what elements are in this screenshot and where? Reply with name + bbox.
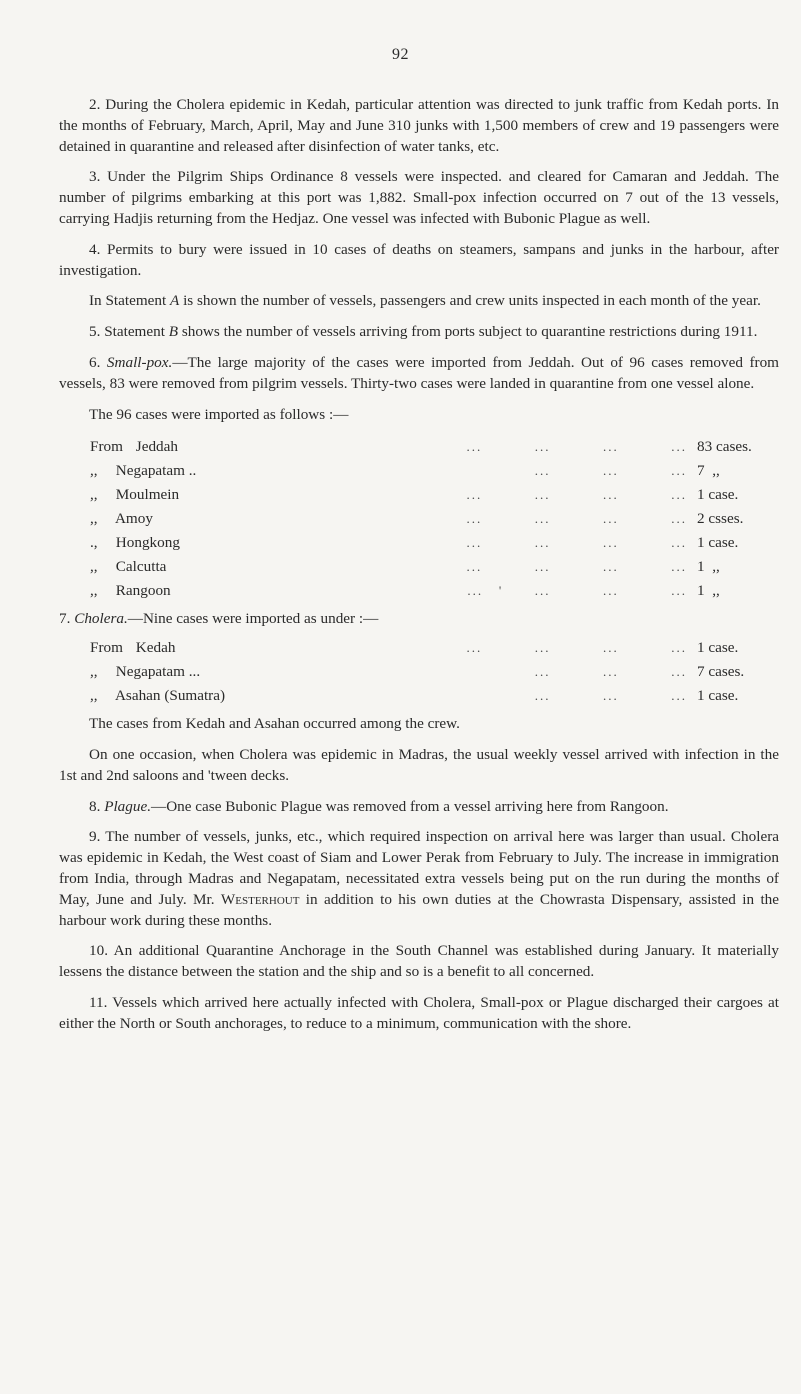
source-prefix: ,, [90,686,98,704]
source-prefix: ,, [90,485,98,503]
paragraph-7 [59,609,779,630]
source-row [59,459,779,483]
source-place: Hongkong [115,533,180,551]
smallpox-intro: The 96 cases were imported as follows :— [89,405,349,423]
paragraph-8 [59,797,779,818]
paragraph-8-number: 8. [89,797,105,815]
source-row [59,660,779,684]
source-row [59,507,779,531]
source-count: 1 case. [697,485,739,503]
cholera-heading: Cholera. [74,610,128,628]
statement-a-suffix: is shown the number of vessels, passengers and crew units inspected in each month of the year. [179,292,761,310]
statement-a-paragraph [59,291,779,312]
source-row [59,636,779,660]
plague-heading: Plague. [104,797,152,815]
source-count: 2 csses. [697,509,744,527]
source-row [59,555,779,579]
paragraph-5-prefix: 5. Statement [89,323,169,341]
source-place: Negapatam .. [115,461,197,479]
source-place-cell [59,507,220,531]
source-prefix: ,, [90,509,98,527]
source-row [59,531,779,555]
paragraph-8-text: —One case Bubonic Plague was removed from a vessel arriving here from Rangoon. [151,797,669,815]
paragraph-9-text-before: 9. The number of vessels, junks, etc., which required inspection on arrival here was larger than usual. Cholera was epidemic in Kedah, the West coast of Siam and Lower Perak from February to July. The increase in immigration from India, through Madras and Negapatam, necessitated extra vessels being put on the run during the months of May, June and July. Mr. [59,828,779,908]
dot-leader: ... ... ... ... [466,438,687,454]
smallpox-heading: Small-pox. [106,353,173,371]
source-place: Amoy [114,509,153,527]
source-place-cell [59,531,220,555]
dot-leader: ... ... ... ... [466,639,687,655]
page-number: 92 [392,46,409,63]
paragraph-9 [59,827,779,931]
paragraph-6-text: —The large majority of the cases were imported from Jeddah. Out of 96 cases removed from vessels, 83 were removed from pilgrim vessels. Thirty-two cases were landed in quarantine from one vessel alone. [59,353,779,392]
source-place: Moulmein [115,485,180,503]
source-prefix: From [90,638,123,656]
dot-leader: ... ... ... [534,687,687,703]
paragraph-4: 4. Permits to bury were issued in 10 cases of deaths on steamers, sampans and junks in the harbour, after investigation. [59,240,779,279]
document-body [59,95,779,1045]
source-row [59,684,779,708]
paragraph-7-text: —Nine cases were imported as under :— [127,610,379,628]
paragraph-3: 3. Under the Pilgrim Ships Ordinance 8 vessels were inspected. and cleared for Camaran and Jeddah. The number of pilgrims embarking at this port was 1,882. Small-pox infection occurred on 7 out of the 13 vessels, carrying Hadjis returning from the Hedjaz. One vessel was infected with Bubonic Plague as well. [59,168,779,227]
source-count: 1 case. [697,686,739,704]
source-place: Rangoon [115,581,171,599]
source-place: Kedah [135,638,176,656]
source-prefix: ,, [90,557,98,575]
paragraph-6-number: 6. [89,353,107,371]
source-prefix: From [90,437,123,455]
paragraph-2: 2. During the Cholera epidemic in Kedah, particular attention was directed to junk traffic from Kedah ports. In the months of February, March, April, May and June 310 junks with 1,500 members of crew and 19 passengers were detained in quarantine and released after disinfection of water tanks, etc. [59,96,779,155]
source-count: 1 case. [697,638,739,656]
paragraph-5-suffix: shows the number of vessels arriving from ports subject to quarantine restrictions during 1911. [178,323,758,341]
cholera-crew-note: The cases from Kedah and Asahan occurred among the crew. [89,715,460,733]
source-place-cell [59,660,225,684]
dot-leader: ... ... ... [534,462,687,478]
source-count: 1 ,, [697,581,720,599]
source-prefix: ., [90,533,98,551]
smallpox-sources-table [59,435,779,603]
source-place-cell [59,483,220,507]
paragraph-9-text-after: in addition to his own duties at the Chowrasta Dispensary, assisted in the harbour work during these months. [59,890,779,929]
dot-leader: ... ... ... ... [466,510,687,526]
source-count: 1 case. [697,533,739,551]
paragraph-11: 11. Vessels which arrived here actually infected with Cholera, Small-pox or Plague discharged their cargoes at either the North or South anchorages, to reduce to a minimum, communication with the shore. [59,993,779,1032]
source-place-cell [59,579,220,603]
source-prefix: ,, [90,461,98,479]
paragraph-10: 10. An additional Quarantine Anchorage in the South Channel was established during January. It materially lessens the distance between the station and the ship and so is a benefit to all concerned. [59,942,779,981]
dot-leader: ... ' ... ... ... [467,582,687,598]
paragraph-6 [59,353,779,395]
statement-a-letter: A [169,292,180,310]
officer-name: Westerhout [220,890,300,908]
source-place-cell [59,459,220,483]
paragraph-5 [59,322,779,343]
source-place-cell [59,555,220,579]
statement-b-letter: B [168,323,179,341]
source-row [59,579,779,603]
dot-leader: ... ... ... ... [466,486,687,502]
dot-leader: ... ... ... ... [466,558,687,574]
source-place: Asahan (Sumatra) [114,686,226,704]
source-place-cell [59,636,225,660]
source-row [59,435,779,459]
source-count: 1 ,, [697,557,720,575]
source-place: Calcutta [115,557,167,575]
source-place-cell [59,435,220,459]
dot-leader: ... ... ... ... [466,534,687,550]
source-count: 7 ,, [697,461,720,479]
source-row [59,483,779,507]
source-place-cell [59,684,225,708]
source-prefix: ,, [90,662,98,680]
source-count: 7 cases. [697,662,745,680]
cholera-sources-table [59,636,779,708]
source-prefix: ,, [90,581,98,599]
statement-a-prefix: In Statement [89,292,170,310]
source-place: Negapatam ... [115,662,201,680]
source-place: Jeddah [135,437,178,455]
source-count: 83 cases. [697,437,752,455]
dot-leader: ... ... ... [534,663,687,679]
cholera-occasion-paragraph: On one occasion, when Cholera was epidemic in Madras, the usual weekly vessel arrived with infection in the 1st and 2nd saloons and 'tween decks. [59,745,779,784]
paragraph-7-number: 7. [59,610,75,628]
